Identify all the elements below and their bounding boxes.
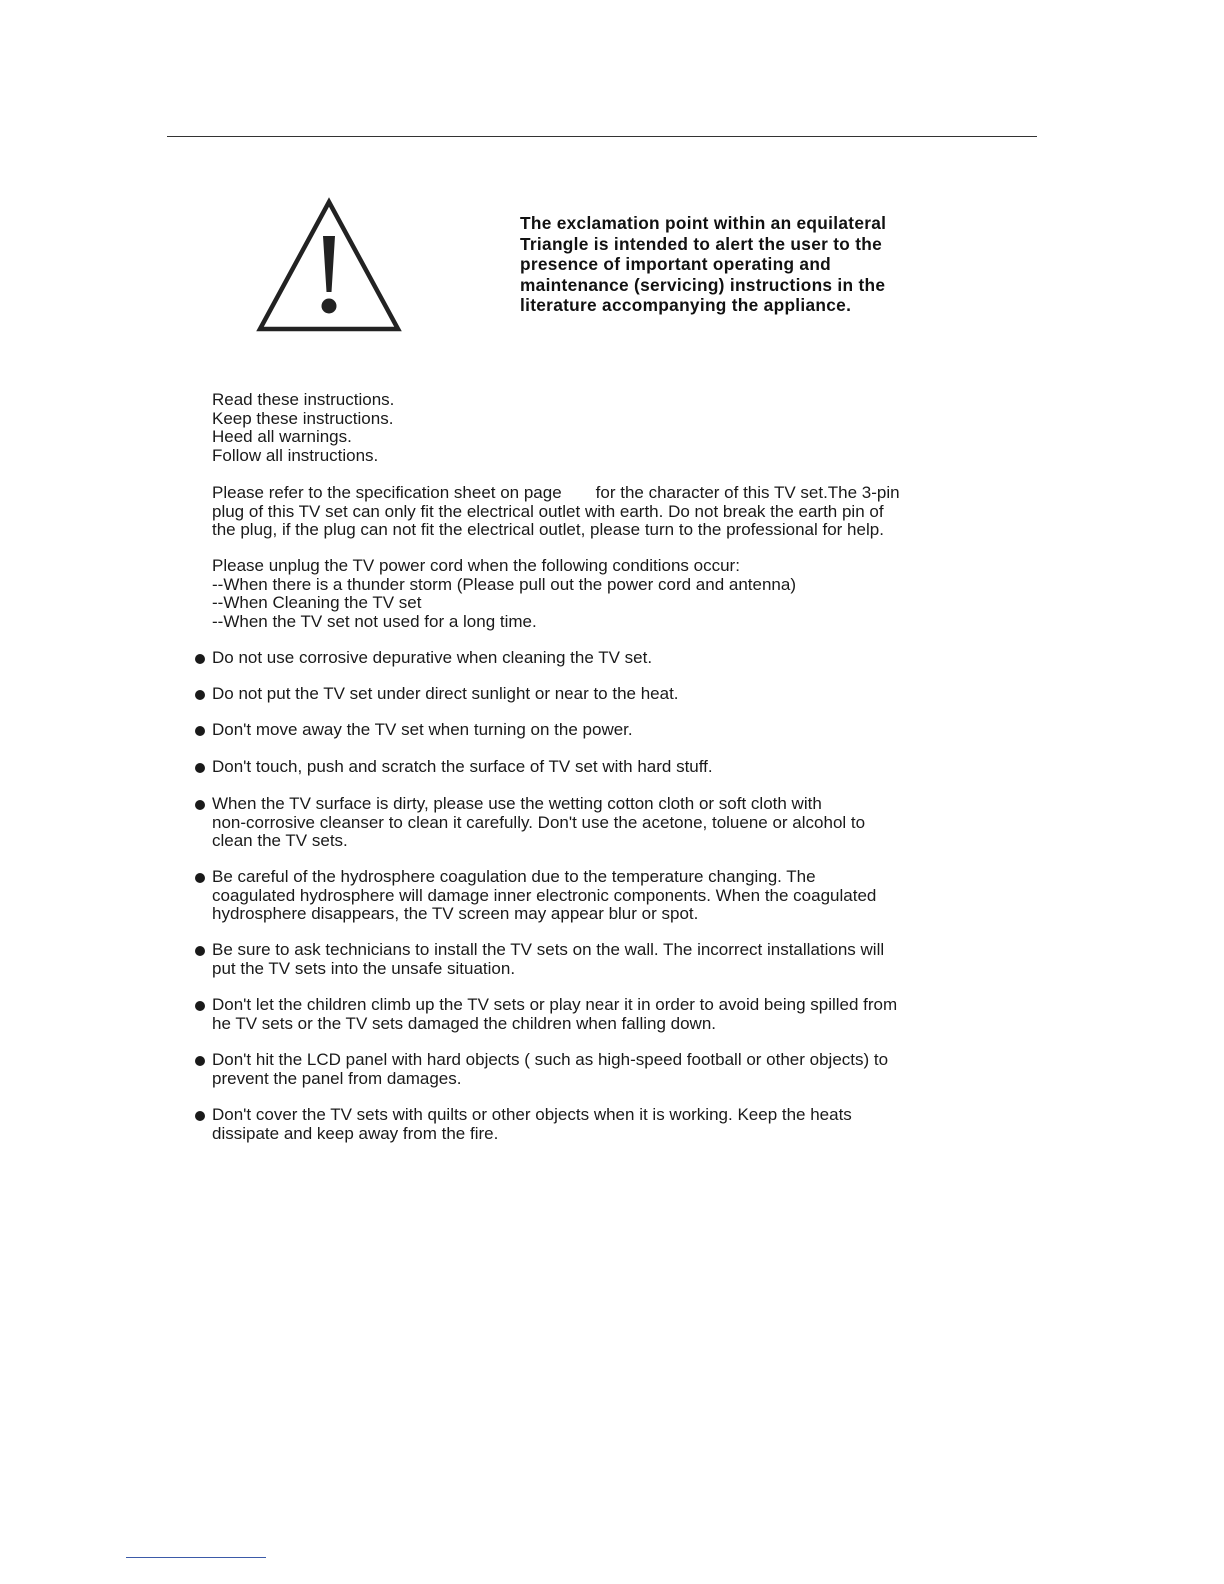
bullet-item xyxy=(212,795,865,851)
unplug-line: Please unplug the TV power cord when the following conditions occur: xyxy=(212,556,740,575)
bullet-dot-icon xyxy=(195,726,205,736)
bullet-line: Be careful of the hydrosphere coagulation due to the temperature changing. The xyxy=(212,867,816,886)
bullet-item xyxy=(212,868,876,924)
bullet-line: Don't touch, push and scratch the surface of TV set with hard stuff. xyxy=(212,757,713,776)
warning-note-line: maintenance (servicing) instructions in the xyxy=(520,274,886,295)
bullet-line: Do not use corrosive depurative when cleaning the TV set. xyxy=(212,648,653,667)
bullet-line: Don't cover the TV sets with quilts or other objects when it is working. Keep the heats xyxy=(212,1105,852,1124)
bullet-dot-icon xyxy=(195,873,205,883)
basic-instruction-line: Read these instructions. xyxy=(212,390,395,409)
bullet-dot-icon xyxy=(195,1111,205,1121)
bullet-dot-icon xyxy=(195,946,205,956)
bullet-item xyxy=(212,649,652,668)
warning-note-line: The exclamation point within an equilateral xyxy=(520,213,887,233)
spec-line-2: plug of this TV set can only fit the electrical outlet with earth. Do not break the earth pin of xyxy=(212,501,884,521)
bullet-dot-icon xyxy=(195,800,205,810)
bullet-dot-icon xyxy=(195,690,205,700)
basic-instruction-line: Follow all instructions. xyxy=(212,445,379,465)
bullet-line: he TV sets or the TV sets damaged the children when falling down. xyxy=(212,1013,716,1033)
warning-symbol-explanation xyxy=(520,213,960,316)
bullet-line: clean the TV sets. xyxy=(212,831,348,850)
spec-line-1-start: Please refer to the specification sheet on page xyxy=(212,483,562,502)
header-rule xyxy=(167,136,1037,137)
warning-note-line: literature accompanying the appliance. xyxy=(520,295,852,315)
bullet-item xyxy=(212,996,897,1033)
unplug-conditions xyxy=(212,557,796,631)
unplug-line: --When Cleaning the TV set xyxy=(212,593,422,612)
bullet-line: Be sure to ask technicians to install the TV sets on the wall. The incorrect installations will xyxy=(212,940,885,959)
bullet-line: coagulated hydrosphere will damage inner electronic components. When the coagulated xyxy=(212,885,877,905)
bullet-item xyxy=(212,758,713,777)
bullet-item xyxy=(212,685,679,704)
bullet-line: When the TV surface is dirty, please use the wetting cotton cloth or soft cloth with xyxy=(212,794,822,813)
bullet-line: hydrosphere disappears, the TV screen may appear blur or spot. xyxy=(212,904,699,923)
bullet-item xyxy=(212,941,884,978)
footer-rule xyxy=(126,1557,266,1558)
basic-instruction-line: Keep these instructions. xyxy=(212,408,394,428)
bullet-dot-icon xyxy=(195,1001,205,1011)
bullet-item xyxy=(212,1106,852,1143)
specification-paragraph xyxy=(212,484,900,540)
spec-line-3: the plug, if the plug can not fit the electrical outlet, please turn to the professional for help. xyxy=(212,520,884,539)
exclamation-triangle-icon xyxy=(256,196,402,334)
unplug-line: --When there is a thunder storm (Please pull out the power cord and antenna) xyxy=(212,574,796,594)
warning-note-line: Triangle is intended to alert the user to the xyxy=(520,233,883,254)
basic-instructions xyxy=(212,391,394,465)
bullet-line: prevent the panel from damages. xyxy=(212,1068,462,1088)
bullet-line: Do not put the TV set under direct sunlight or near to the heat. xyxy=(212,684,679,703)
warning-note-line: presence of important operating and xyxy=(520,254,832,274)
bullet-line: Don't let the children climb up the TV sets or play near it in order to avoid being spilled from xyxy=(212,995,898,1014)
bullet-line: Don't move away the TV set when turning on the power. xyxy=(212,720,633,739)
spec-line-1 xyxy=(212,484,900,503)
bullet-dot-icon xyxy=(195,654,205,664)
bullet-item xyxy=(212,1051,888,1088)
bullet-line: dissipate and keep away from the fire. xyxy=(212,1123,499,1143)
bullet-dot-icon xyxy=(195,763,205,773)
bullet-dot-icon xyxy=(195,1056,205,1066)
bullet-line: non-corrosive cleanser to clean it carefully. Don't use the acetone, toluene or alcohol to xyxy=(212,812,866,832)
unplug-line: --When the TV set not used for a long time. xyxy=(212,611,537,631)
bullet-line: Don't hit the LCD panel with hard objects ( such as high-speed football or other objects) to xyxy=(212,1050,889,1069)
spec-line-1-end: for the character of this TV set.The 3-pin xyxy=(595,483,900,502)
basic-instruction-line: Heed all warnings. xyxy=(212,427,352,446)
bullet-line: put the TV sets into the unsafe situation. xyxy=(212,958,516,978)
bullet-item xyxy=(212,721,633,740)
